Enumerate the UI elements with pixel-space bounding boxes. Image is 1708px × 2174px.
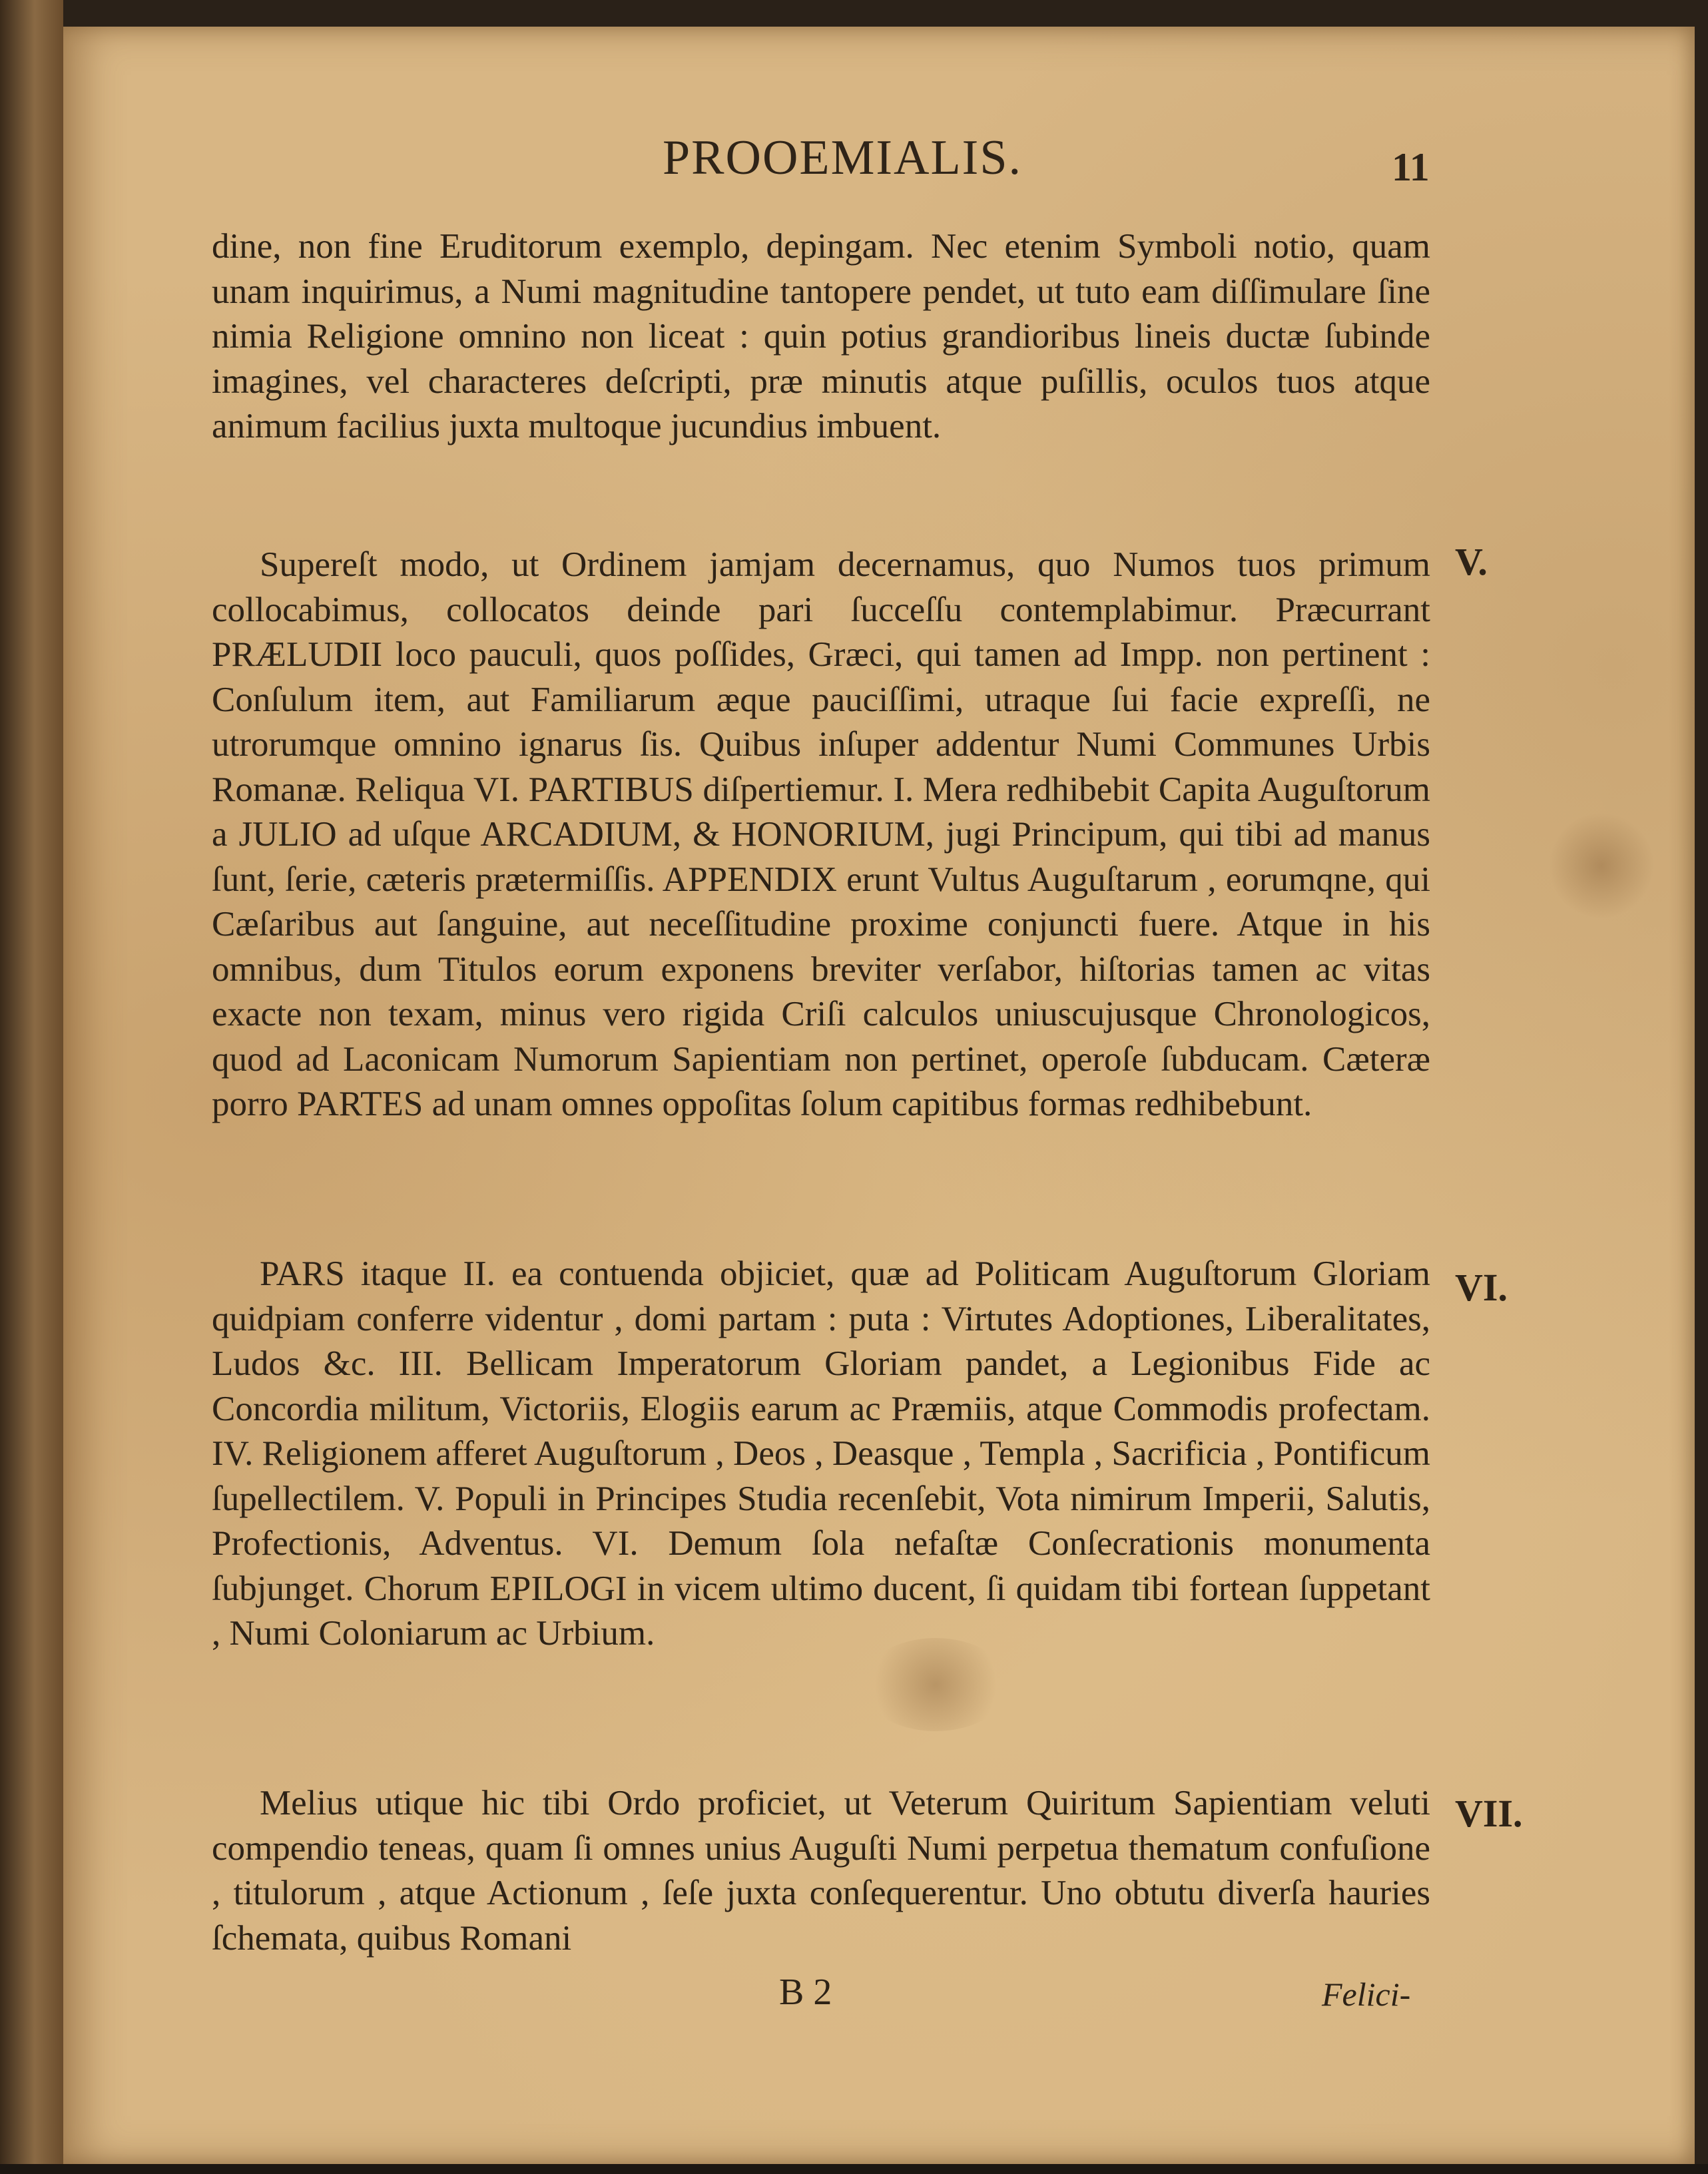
paragraph-text: PARS itaque II. ea contuenda objiciet, quæ ad Politicam Auguſtorum Gloriam quidpiam conferre videntur , domi partam : puta : Virtutes Adoptiones, Liberalitates, Ludos &c. III. Bellicam Imperatorum Gloriam pandet, a Legionibus Fide ac Concordia militum, Victoriis, Elogiis earum ac Præmiis, atque Commodis profectam. IV. Religionem afferet Auguſtorum , Deos , Deasque , Templa , Sacrificia , Pontificum ſupellectilem. V. Populi in Principes Studia recenſebit, Vota nimirum Imperii, Salutis, Profectionis, Adventus. VI. Demum ſola nefaſtæ Conſecrationis monumenta ſubjunget. Chorum EPILOGI in vicem ultimo ducent, ſi quidam tibi fortean ſuppetant , Numi Coloniarum ac Urbium.: [212, 1254, 1430, 1653]
margin-mark: VII.: [1455, 1792, 1523, 1835]
paragraph-2: [212, 543, 1430, 1127]
page-header: [0, 130, 1708, 190]
paragraph-text: Supereſt modo, ut Ordinem jamjam decernamus, quo Numos tuos primum collocabimus, collocatos deinde pari ſucceſſu contemplabimur. Præcurrant PRÆLUDII loco pauculi, quos poſſides, Græci, qui tamen ad Impp. non pertinent : Conſulum item, aut Familiarum æque pauciſſimi, utraque ſui facie expreſſi, ne utrorumque omnino ignarus ſis. Quibus inſuper addentur Numi Communes Urbis Romanæ. Reliqua VI. PARTIBUS diſpertiemur. I. Mera redhibebit Capita Auguſtorum a JULIO ad uſque ARCADIUM, & HONORIUM, jugi Principum, qui tibi ad manus ſunt, ſerie, cæteris prætermiſſis. APPENDIX erunt Vultus Auguſtarum , eorumqne, qui Cæſaribus aut ſanguine, aut neceſſitudine proxime conjuncti fuere. Atque in his omnibus, dum Titulos eorum exponens breviter verſabor, hiſtorias tamen ac vitas exacte non texam, minus vero rigida Criſi calculos uniuscujusque Chronologicos, quod ad Laconicam Numorum Sapientiam non pertinet, operoſe ſubducam. Cæteræ porro PARTES ad unam omnes oppoſitas ſolum capitibus formas redhibebunt.: [212, 545, 1430, 1123]
running-title: PROOEMIALIS.: [663, 131, 1022, 185]
paragraph-4: [212, 1781, 1430, 1961]
paragraph-1: [212, 224, 1430, 449]
signature-mark: B 2: [779, 1972, 832, 2013]
margin-mark: V.: [1455, 540, 1488, 583]
paragraph-text: dine, non fine Eruditorum exemplo, depingam. Nec etenim Symboli notio, quam unam inquirimus, a Numi magnitudine tantopere pendet, ut tuto eam diſſimulare ſine nimia Religione omnino non liceat : quin potius grandioribus lineis ductæ ſubinde imagines, vel characteres deſcripti, præ minutis atque puſillis, oculos tuos atque animum facilius juxta multoque jucundius imbuent.: [212, 227, 1430, 445]
page-number: 11: [1392, 145, 1430, 189]
margin-mark: VI.: [1455, 1266, 1508, 1309]
page-footer: [0, 1971, 1708, 2024]
book-gutter: [0, 0, 63, 2174]
paper-stain: [1548, 812, 1655, 919]
scan-edge: [0, 2164, 1708, 2174]
catchword: Felici-: [1322, 1976, 1411, 2013]
paragraph-3: [212, 1252, 1430, 1657]
paragraph-text: Melius utique hic tibi Ordo proficiet, ut Veterum Quiritum Sapientiam veluti compendio teneas, quam ſi omnes unius Auguſti Numi perpetua thematum confuſione , titulorum , atque Actionum , ſeſe juxta conſequerentur. Uno obtutu diverſa hauries ſchemata, quibus Romani: [212, 1784, 1430, 1958]
